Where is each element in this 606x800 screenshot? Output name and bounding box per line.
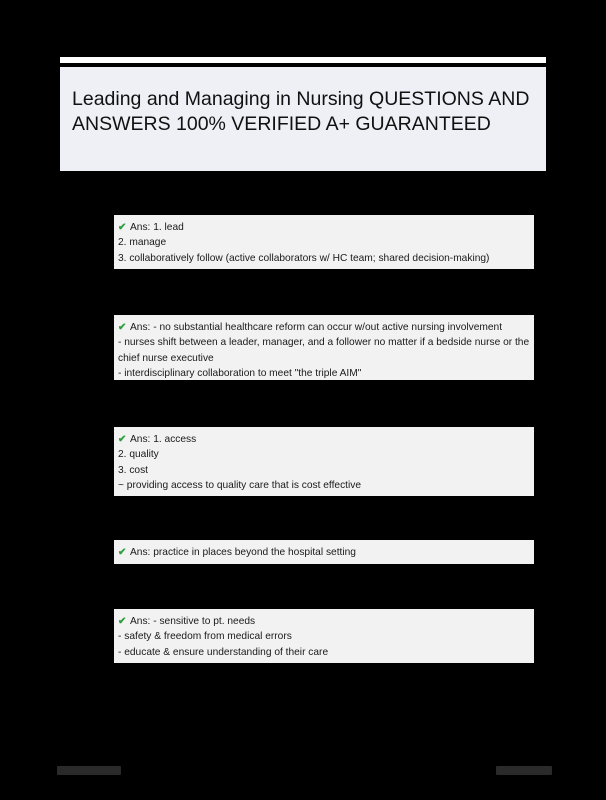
title-banner: [60, 67, 546, 171]
answer-line: - safety & freedom from medical errors: [118, 631, 292, 643]
answer-box-3: [114, 427, 534, 496]
answer-box-1: [114, 215, 534, 269]
answer-line: - educate & ensure understanding of their care: [118, 646, 329, 658]
answer-box-4: [114, 540, 534, 564]
answer-line: 2. quality: [118, 449, 159, 461]
answer-line: ✔ Ans: - no substantial healthcare reform can occur w/out active nursing involvement: [118, 320, 530, 335]
check-icon: ✔: [118, 222, 127, 233]
answer-line: ✔ Ans: - sensitive to pt. needs: [118, 614, 530, 629]
answer-line: - interdisciplinary collaboration to meet "the triple AIM": [118, 367, 362, 379]
check-icon: ✔: [118, 434, 127, 445]
check-icon: ✔: [118, 547, 127, 558]
answer-line: 3. collaboratively follow (active collaborators w/ HC team; shared decision-making): [118, 252, 490, 264]
footer-site-mark: [57, 766, 121, 775]
answer-line: 3. cost: [118, 464, 149, 476]
answer-line: ~ providing access to quality care that is cost effective: [118, 479, 362, 491]
answer-line: 2. manage: [118, 237, 167, 249]
footer-page-mark: [496, 766, 552, 775]
answer-line: ✔ Ans: practice in places beyond the hospital setting: [118, 545, 530, 560]
header-rule: [60, 57, 546, 63]
answer-line: ✔ Ans: 1. lead: [118, 220, 530, 235]
check-icon: ✔: [118, 322, 127, 333]
answer-line: - nurses shift between a leader, manager, and a follower no matter if a bedside nurse or the chief nurse executive: [118, 337, 530, 364]
answer-line: ✔ Ans: 1. access: [118, 432, 530, 447]
check-icon: ✔: [118, 616, 127, 627]
answer-box-2: [114, 315, 534, 380]
document-title: Leading and Managing in Nursing QUESTIONS AND ANSWERS 100% VERIFIED A+ GUARANTEED: [72, 88, 530, 135]
answer-box-5: [114, 609, 534, 663]
